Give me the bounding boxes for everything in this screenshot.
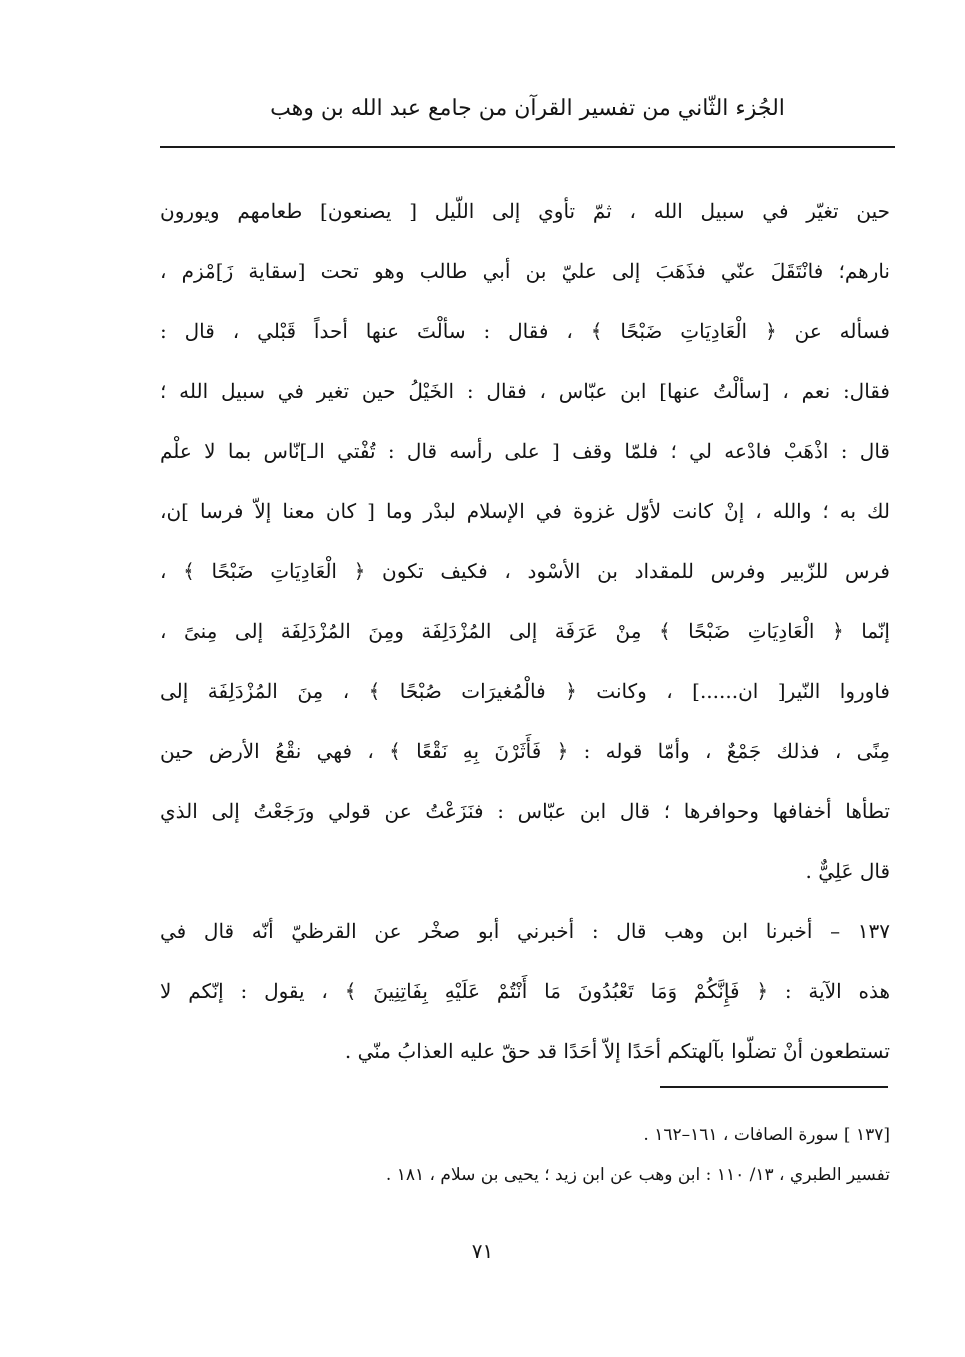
- body-line: لك به ؛ والله ، إنْ كانت لأوّل غزوة في الإسلام لبدْر وما [ كان معنا إلاّ فرسا ]ن،: [160, 499, 890, 523]
- paragraph-2-line: تستطعون أنْ تضلّوا بآلهتكم أحَدًا إلاّ أحَدًا قد حقّ عليه العذابُ منّي .: [344, 1039, 890, 1063]
- footnote-rule: [660, 1086, 888, 1088]
- body-line: قال : اذْهَبْ فادْعه لي ؛ فلمّا وقف [ على رأسه قال : تُفْتي الـ]نّاس بما لا علْم: [160, 439, 890, 463]
- body-line: فرس للزّبير وفرس للمقداد بن الأسْود ، فكيف تكون ﴿ الْعَادِيَاتِ ضَبْحًا ﴾ ،: [160, 559, 890, 583]
- body-line: فاوروا النّير[ ان......] ، وكانت ﴿ فالْمُغيرَات صُبْحًا ﴾ ، مِنَ المُزْدَلِفَة إلى: [160, 679, 890, 703]
- body-line: فسأله عن ﴿ الْعَادِيَاتِ ضَبْحًا ﴾ ، فقال : سألْتَ عنها أحداً قَبْلي ، قال :: [160, 319, 890, 343]
- paragraph-2-line: هذه الآية : ﴿ فَإِنَّكُمْ وَمَا تَعْبُدُونَ مَا أَنْتُمْ عَلَيْهِ بِفَاتِنِينَ ﴾ ، يقول : إنّكم لا: [160, 979, 890, 1003]
- body-line: قال عَلِيٌّ .: [805, 859, 890, 883]
- body-line: فقال: نعم ، [سألْتُ عنها] ابن عبّاس ، فقال : الخَيْلُ حين تغير في سبيل الله ؛: [160, 379, 890, 403]
- running-header: الجُزء الثّاني من تفسير القرآن من جامع عبد الله بن وهب: [270, 96, 785, 121]
- footnote: تفسير الطبري ، ١٣/ ١١٠ : ابن وهب عن ابن زيد ؛ يحيى بن سلام ، ١٨١ .: [385, 1165, 890, 1185]
- body-line: تطأها أخفافها وحوافرها ؛ قال ابن عبّاس : فنَزَعْتُ عن قولي ورَجَعْتُ إلى الذي: [160, 799, 890, 823]
- header-rule: [160, 146, 895, 148]
- footnote: [١٣٧ ] سورة الصافات ، ١٦١–١٦٢ .: [643, 1125, 890, 1145]
- paragraph-2-line: ١٣٧ – أخبرنا ابن وهب قال : أخبرني أبو صخْر عن القرظيّ أنّه قال في: [160, 919, 890, 943]
- body-line: إنّما ﴿ الْعَادِيَاتِ ضَبْحًا ﴾ مِنْ عَرَفَة إلى المُزْدَلِفَة ومِنَ المُزْدَلِفَة إلى مِنىً ،: [160, 619, 890, 643]
- page-number: ٧١: [471, 1239, 494, 1263]
- body-line: مِنًى ، فذلك جَمْعٌ ، وأمّا قوله : ﴿ فَأَثَرْنَ بِهِ نَقْعًا ﴾ ، فهي نقْعُ الأرض حين: [160, 739, 890, 763]
- body-line: حين تغيّر في سبيل الله ، ثمّ تأوي إلى اللّيل [ يصنعون] طعامهم ويورون: [160, 199, 890, 223]
- body-line: نارهم؛ فانْتَقَلَ عنّي فذَهَبَ إلى عليّ بن أبي طالب وهو تحت [سقاية زَ]مْزم ،: [160, 259, 890, 283]
